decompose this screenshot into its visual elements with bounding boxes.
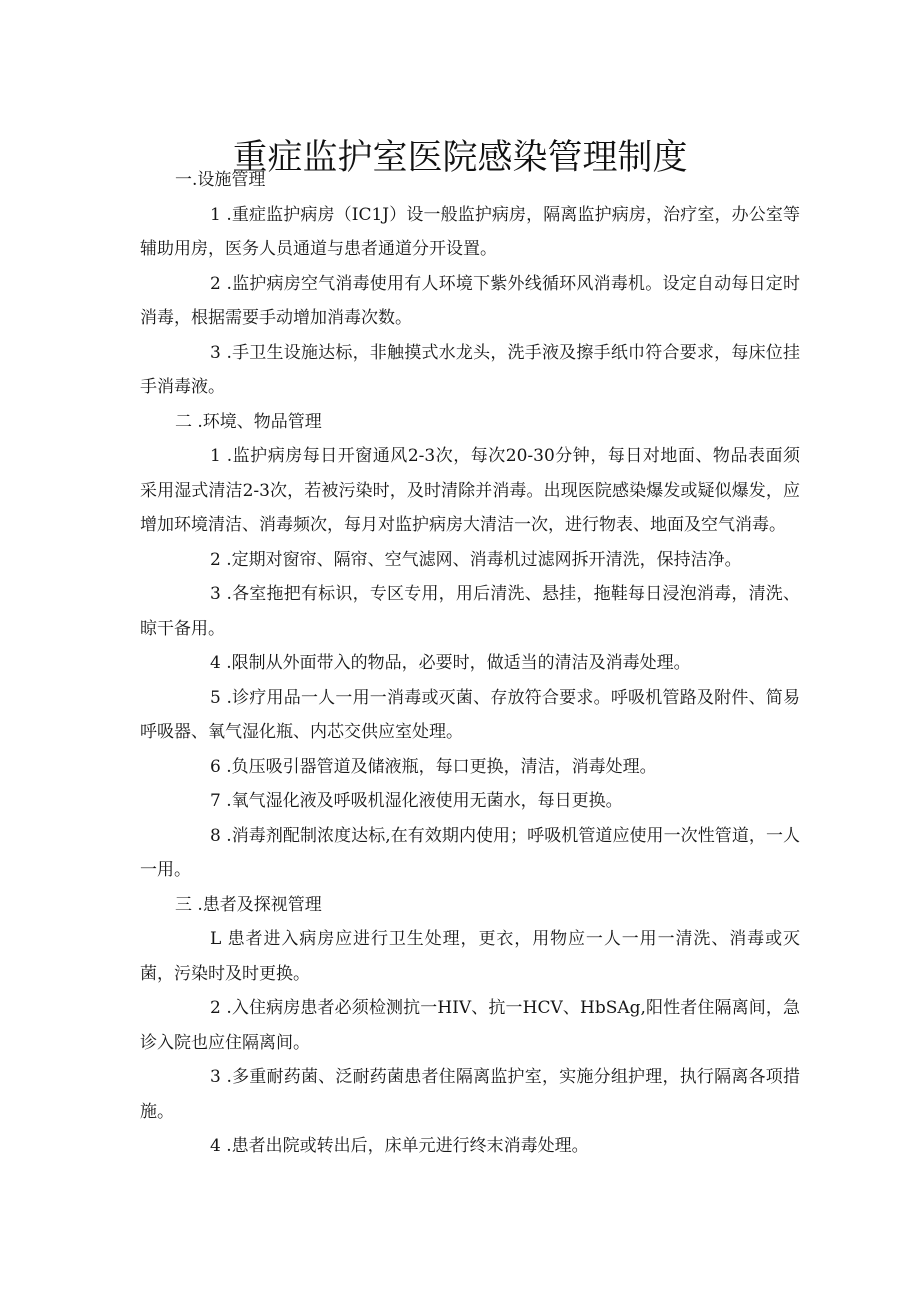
list-item bbox=[140, 1060, 800, 1129]
item-text: .氧气湿化液及呼吸机湿化液使用无菌水，每日更换。 bbox=[226, 791, 623, 811]
item-number: 1 bbox=[210, 204, 221, 225]
list-item bbox=[140, 577, 800, 646]
item-text: .多重耐药菌、泛耐药菌患者住隔离监护室，实施分组护理，执行隔离各项措施。 bbox=[140, 1067, 800, 1122]
item-number: 2 bbox=[210, 998, 221, 1018]
item-text: .重症监护病房（IC1J）设一般监护病房，隔离监护病房，治疗室，办公室等辅助用房，医务人员通道与患者通道分开设置。 bbox=[140, 204, 800, 259]
item-text: .监护病房每日开窗通风2-3次，每次20-30分钟，每日对地面、物品表面须采用湿式清洁2-3次，若被污染时，及时清除并消毒。出现医院感染爆发或疑似爆发，应增加环境清洁、消毒频次，每月对监护病房大清洁一次，进行物表、地面及空气消毒。 bbox=[140, 446, 800, 535]
item-number: 6 bbox=[210, 756, 221, 777]
document-body bbox=[140, 163, 800, 1164]
item-text: .消毒剂配制浓度达标,在有效期内使用；呼吸机管道应使用一次性管道，一人一用。 bbox=[140, 825, 801, 880]
item-number: 2 bbox=[210, 273, 221, 294]
item-number: 4 bbox=[210, 653, 221, 673]
list-item bbox=[140, 750, 800, 785]
section-heading: 一.设施管理 bbox=[175, 170, 266, 190]
item-text: 患者进入病房应进行卫生处理，更衣，用物应一人一用一清洗、消毒或灭菌，污染时及时更换。 bbox=[140, 929, 801, 984]
item-number: 3 bbox=[210, 342, 221, 363]
list-item bbox=[140, 1129, 800, 1164]
list-item bbox=[140, 922, 800, 991]
list-item bbox=[140, 439, 800, 543]
item-text: .限制从外面带入的物品，必要时，做适当的清洁及消毒处理。 bbox=[226, 653, 691, 673]
section-heading: 二 .环境、物品管理 bbox=[175, 411, 322, 432]
list-item bbox=[140, 784, 800, 819]
item-text: .手卫生设施达标，非触摸式水龙头，洗手液及擦手纸巾符合要求，每床位挂手消毒液。 bbox=[140, 342, 800, 397]
item-number: 1 bbox=[210, 446, 221, 466]
item-text: .入住病房患者必须检测抗一HIV、抗一HCV、HbSAg,阳性者住隔离间，急诊入院也应住隔离间。 bbox=[140, 998, 800, 1053]
item-text: .监护病房空气消毒使用有人环境下紫外线循环风消毒机。设定自动每日定时消毒，根据需要手动增加消毒次数。 bbox=[140, 273, 800, 328]
item-text: .负压吸引器管道及储液瓶，每口更换，清洁，消毒处理。 bbox=[226, 756, 657, 777]
item-text: .患者出院或转出后，床单元进行终末消毒处理。 bbox=[226, 1136, 589, 1156]
list-item bbox=[140, 681, 800, 750]
page-title: 重症监护室医院感染管理制度 bbox=[232, 138, 688, 179]
item-number: 7 bbox=[210, 791, 221, 811]
item-text: .各室拖把有标识，专区专用，用后清洗、悬挂，拖鞋每日浸泡消毒，清洗、晾干备用。 bbox=[140, 584, 800, 639]
list-item bbox=[140, 336, 800, 405]
item-number: 2 bbox=[210, 549, 221, 570]
item-number: L bbox=[210, 929, 222, 949]
list-item bbox=[140, 991, 800, 1060]
list-item bbox=[140, 543, 800, 578]
item-number: 5 bbox=[210, 687, 221, 708]
item-number: 4 bbox=[210, 1136, 221, 1156]
list-item bbox=[140, 819, 800, 888]
item-text: .诊疗用品一人一用一消毒或灭菌、存放符合要求。呼吸机管路及附件、简易呼吸器、氧气湿化瓶、内芯交供应室处理。 bbox=[140, 687, 800, 742]
item-number: 3 bbox=[210, 584, 221, 604]
list-item bbox=[140, 267, 800, 336]
list-item bbox=[140, 646, 800, 681]
item-number: 3 bbox=[210, 1067, 221, 1087]
section-heading: 三 .患者及探视管理 bbox=[175, 894, 322, 915]
list-item bbox=[140, 198, 800, 267]
item-number: 8 bbox=[210, 825, 221, 846]
item-text: .定期对窗帘、隔帘、空气滤网、消毒机过滤网拆开清洗，保持洁净。 bbox=[226, 549, 742, 570]
